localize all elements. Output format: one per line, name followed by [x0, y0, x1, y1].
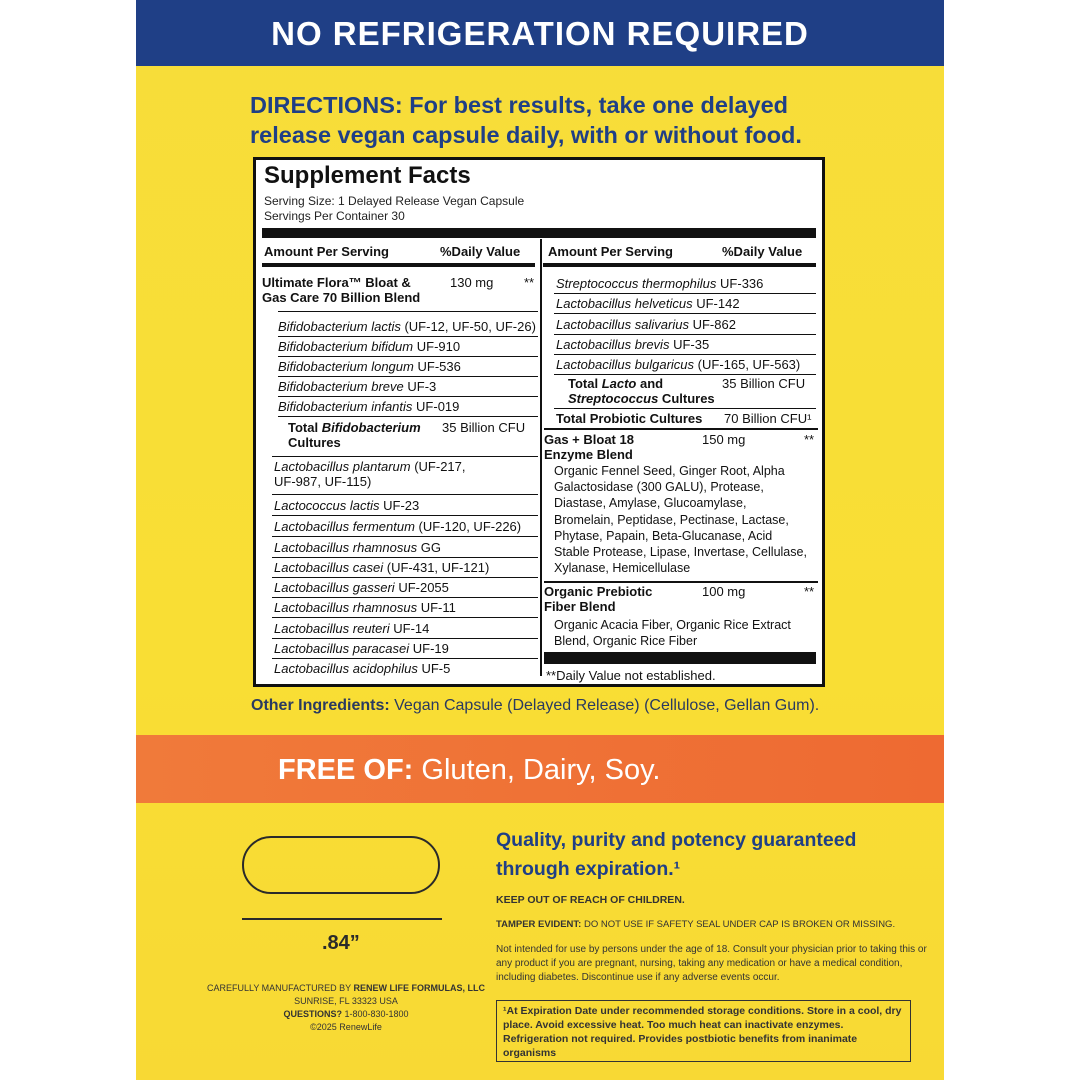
- right-header-rule: [543, 263, 816, 267]
- strain-row: Lactococcus lactis UF-23: [274, 498, 420, 513]
- enzyme-list: Organic Fennel Seed, Ginger Root, Alpha Galactosidase (300 GALU), Protease, Diastase, Amylase, Glucoamylase, Bromelain, Peptidase, Pectinase, Lactase, Phytase, Papain, Beta-Glucanase, Acid Stable Protease, Lipase, Invertase, Cellulase, Xylanase, Hemicellulase: [554, 464, 807, 576]
- footnote: **Daily Value not established.: [546, 668, 716, 683]
- strain-row: Lactobacillus salivarius UF-862: [556, 317, 736, 332]
- capsule-size-line: [242, 918, 442, 920]
- label-panel: [136, 0, 944, 1080]
- prebiotic-dv: **: [804, 584, 815, 599]
- manufacturer-info: CAREFULLY MANUFACTURED BY RENEW LIFE FORMULAS, LLC SUNRISE, FL 33323 USA QUESTIONS? 1-800-830-1800 ©2025 RenewLife: [206, 983, 486, 1032]
- total-probiotic-amount: 70 Billion CFU¹: [724, 411, 812, 426]
- prebiotic-list: Organic Acacia Fiber, Organic Rice Extract Blend, Organic Rice Fiber: [554, 618, 791, 649]
- capsule-outline-icon: [242, 836, 440, 894]
- strain-row: Bifidobacterium lactis (UF-12, UF-50, UF-26): [278, 319, 536, 334]
- strain-row: Lactobacillus paracasei UF-19: [274, 641, 449, 656]
- strain-row: Lactobacillus bulgaricus (UF-165, UF-563): [556, 357, 801, 372]
- total-lacto-amount: 35 Billion CFU: [722, 376, 806, 391]
- col-dv-left: %Daily Value: [440, 244, 521, 259]
- directions-label: DIRECTIONS:: [250, 92, 403, 118]
- facts-title: Supplement Facts: [264, 162, 471, 189]
- total-bifido-amount: 35 Billion CFU: [442, 420, 526, 435]
- quality-guarantee: Quality, purity and potency guaranteed through expiration.¹: [496, 829, 857, 880]
- other-ingredients: Other Ingredients: Vegan Capsule (Delayed Release) (Cellulose, Gellan Gum).: [251, 697, 820, 714]
- strain-row: Lactobacillus reuteri UF-14: [274, 621, 430, 636]
- strain-row: Lactobacillus acidophilus UF-5: [274, 661, 451, 676]
- age-notice: Not intended for use by persons under the age of 18. Consult your physician prior to taking this or any product if you are pregnant, nursing, taking any medication or have a medical condition, including diabetes. Discontinue use if any adverse events occur.: [496, 944, 927, 983]
- directions-line2: release vegan capsule daily, with or without food.: [250, 122, 802, 148]
- enzyme-dv: **: [804, 432, 815, 447]
- prebiotic-blend-name: Organic Prebiotic Fiber Blend: [544, 584, 653, 614]
- strain-row: Bifidobacterium longum UF-536: [278, 359, 461, 374]
- enzyme-amount: 150 mg: [702, 432, 746, 447]
- blend1-name: Ultimate Flora™ Bloat & Gas Care 70 Billion Blend: [262, 275, 421, 305]
- thick-divider: [262, 228, 816, 238]
- strain-row: Lactobacillus rhamnosus UF-11: [274, 600, 456, 615]
- capsule-size: .84”: [322, 932, 360, 954]
- col-amount-left: Amount Per Serving: [264, 244, 389, 259]
- strain-row: Lactobacillus gasseri UF-2055: [274, 580, 449, 595]
- col-amount-right: Amount Per Serving: [548, 244, 673, 259]
- strain-row: Lactobacillus brevis UF-35: [556, 337, 710, 352]
- col-dv-right: %Daily Value: [722, 244, 803, 259]
- total-probiotic: Total Probiotic Cultures: [556, 411, 703, 426]
- expiration-note-box: ¹At Expiration Date under recommended storage conditions. Store in a cool, dry place. Avoid excessive heat. Too much heat can inactivate enzymes. Refrigeration not required. Provides postbiotic benefits from inanimate organisms: [496, 1000, 911, 1062]
- total-bifido: Total Bifidobacterium Cultures: [288, 420, 421, 450]
- strain-row: Lactobacillus plantarum (UF-217, UF-987, UF-115): [274, 459, 466, 489]
- enzyme-blend-name: Gas + Bloat 18 Enzyme Blend: [544, 432, 634, 462]
- strain-row: Bifidobacterium breve UF-3: [278, 379, 437, 394]
- strain-row: Lactobacillus fermentum (UF-120, UF-226): [274, 519, 522, 534]
- column-divider: [540, 239, 542, 676]
- free-of-banner: FREE OF: Gluten, Dairy, Soy.: [136, 735, 944, 803]
- bottom-thick-bar: [544, 652, 816, 664]
- strain-row: Bifidobacterium infantis UF-019: [278, 399, 460, 414]
- blend1-dv: **: [524, 275, 535, 290]
- supplement-facts-panel: [253, 157, 825, 687]
- left-header-rule: [262, 263, 535, 267]
- strain-row: Streptococcus thermophilus UF-336: [556, 276, 764, 291]
- strain-row: Lactobacillus rhamnosus GG: [274, 540, 441, 555]
- servings-per-container: Servings Per Container 30: [264, 209, 405, 223]
- tamper-evident: TAMPER EVIDENT: DO NOT USE IF SAFETY SEAL UNDER CAP IS BROKEN OR MISSING.: [496, 919, 896, 930]
- serving-size: Serving Size: 1 Delayed Release Vegan Capsule: [264, 194, 525, 208]
- strain-row: Bifidobacterium bifidum UF-910: [278, 339, 461, 354]
- keep-out-warning: KEEP OUT OF REACH OF CHILDREN.: [496, 894, 685, 906]
- directions-line1: For best results, take one delayed: [409, 92, 789, 118]
- header-banner: NO REFRIGERATION REQUIRED: [136, 0, 944, 66]
- total-lacto: Total Lacto and Streptococcus Cultures: [568, 376, 715, 406]
- strain-row: Lactobacillus helveticus UF-142: [556, 296, 740, 311]
- prebiotic-amount: 100 mg: [702, 584, 746, 599]
- strain-row: Lactobacillus casei (UF-431, UF-121): [274, 560, 490, 575]
- blend1-amount: 130 mg: [450, 275, 494, 290]
- directions: [250, 90, 930, 150]
